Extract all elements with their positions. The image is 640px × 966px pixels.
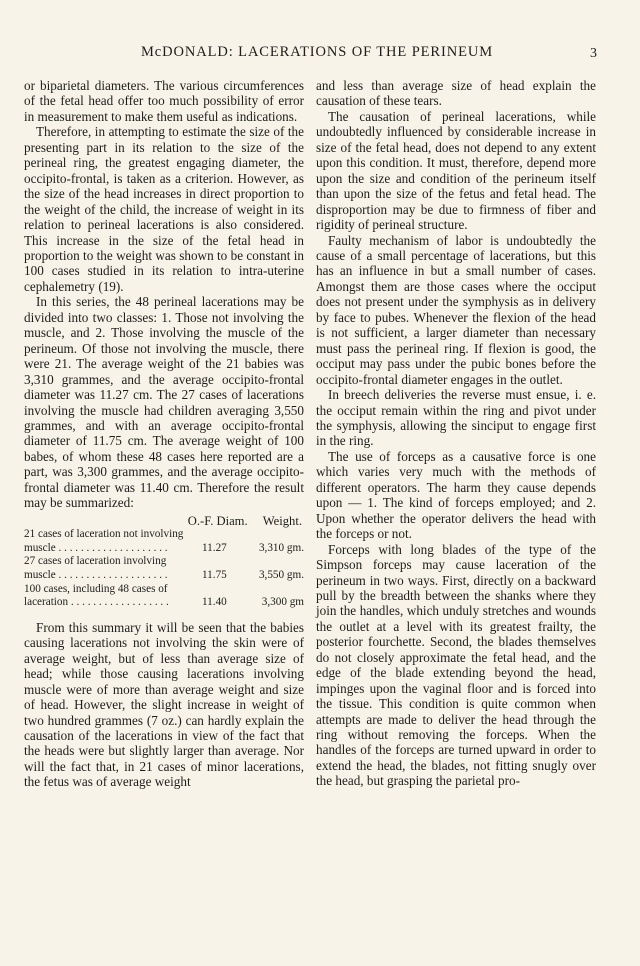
row-label-cont: muscle . . . . . . . . . . . . . . . . . . . . [24,569,168,582]
paragraph: In this series, the 48 perineal lacerations may be divided into two classes: 1. Those not involving the muscle, and 2. Those involving the muscle of the perineum. Of those not involving the muscle, there were 21. The average weight of the 21 babies was 3,310 grammes, and the average occipito-frontal diameter was 11.27 cm. The 27 cases of lacerations involving the muscle had children averaging 3,550 grammes, and with an average occipito-frontal diameter of 11.75 cm. The average weight of 100 babes, of whom these 48 cases here reported are a part, was 3,300 grammes, and the average occipito-frontal diameter was 11.40 cm. Therefore the result may be summarized: [24,294,304,511]
row-label-cont: laceration . . . . . . . . . . . . . . . . . . [24,596,169,609]
paragraph: The use of forceps as a causative force is one which varies very much with the methods of different operators. The harm they cause depends upon — 1. The kind of forceps employed; and 2. Upon whether the operator delivers the head with the forceps or not. [316,448,596,542]
weight-value: 3,300 gm [261,596,304,609]
column-header-diameter: O.-F. Diam. [187,513,248,528]
row-label: 100 cases, including 48 cases of [24,582,168,595]
paragraph: Forceps with long blades of the type of the Simpson forceps may cause laceration of the perineum in two ways. First, directly on a backward pull by the breadth between the shanks where they join the handles, which unduly stretches and wounds the outlet at a level with its greatest frailty, the posterior fourchette. Second, the blades themselves do not closely approximate the fetal head, and the edge of the blade extending beyond the head, impinges upon the vaginal floor and is forced into the tissue. This condition is quite common when attempts are made to deliver the head through the ring without removing the forceps. When the handles of the forceps are turned upward in order to extend the head, the blades, not fitting snugly over the head, but grasping the parietal pro- [316,541,596,789]
paragraph: In breech deliveries the reverse must ensue, i. e. the occiput remain within the ring and pivot under the symphysis, allowing the sinciput to engage first in the ring. [316,387,596,449]
paragraph: or biparietal diameters. The various circumferences of the fetal head offer too much possibility of error in measurement to make them useful as indications. [24,78,304,124]
paragraph: and less than average size of head explain the causation of these tears. [316,78,596,109]
paragraph: Faulty mechanism of labor is undoubtedly the cause of a small percentage of lacerations, but this has an influence in but a small number of cases. Amongst them are those cases where the occiput does not present under the symphysis as in delivery by face to pubes. Whenever the flexion of the head is not sufficient, a larger diameter than necessary must pass the perineal ring. If flexion is good, the occiput may pass under the pubic bones before the occipito-frontal diameter engages in the outlet. [316,232,596,387]
left-column [24,78,304,790]
weight-value: 3,550 gm. [258,569,304,582]
column-header-weight: Weight. [262,513,302,528]
running-head: McDONALD: LACERATIONS OF THE PERINEUM [140,44,494,60]
row-label-cont: muscle . . . . . . . . . . . . . . . . . . . . [24,541,168,554]
paragraph: The causation of perineal lacerations, while undoubtedly influenced by considerable increase in size of the fetal head, does not depend to any extent upon this condition. It must, therefore, depend more upon the size and condition of the perineum itself than upon the size of the fetus and fetal head. The disproportion may be due to firmness of fiber and rigidity of perineal structure. [316,108,596,233]
summary-row [24,528,304,555]
summary-row [24,555,304,582]
diameter-value: 11.75 [202,569,227,582]
summary-header [24,515,304,529]
diameter-value: 11.27 [202,541,227,554]
paragraph: Therefore, in attempting to estimate the size of the presenting part in its relation to the size of the perineal ring, the greatest engaging diameter, the occipito-frontal, is taken as a criterion. However, as the size of the head increases in direct proportion to the weight of the child, the increase of weight in its relation to perineal lacerations is also considered. This increase in the size of the fetal head in proportion to the weight was shown to be constant in 100 cases studied in its relation to intra-uterine cephalemetry (19). [24,124,304,294]
page-number: 3 [590,46,597,61]
summary-table [24,515,304,610]
diameter-value: 11.40 [202,596,227,609]
row-label: 21 cases of laceration not involving [24,528,184,541]
paragraph: From this summary it will be seen that the babies causing lacerations not involving the skin were of average weight, but of less than average size of head; while those causing lacerations involving muscle were of more than average weight and size of head. However, the slight increase in weight of two hundred grammes (7 oz.) can hardly explain the causation of the lacerations in view of the fact that the heads were but slightly larger than average. Nor will the fact that, in 21 cases of minor lacerations, the fetus was of average weight [24,619,304,790]
row-label: 27 cases of laceration involving [24,555,167,568]
summary-row [24,583,304,610]
right-column [316,78,596,789]
weight-value: 3,310 gm. [258,541,304,554]
